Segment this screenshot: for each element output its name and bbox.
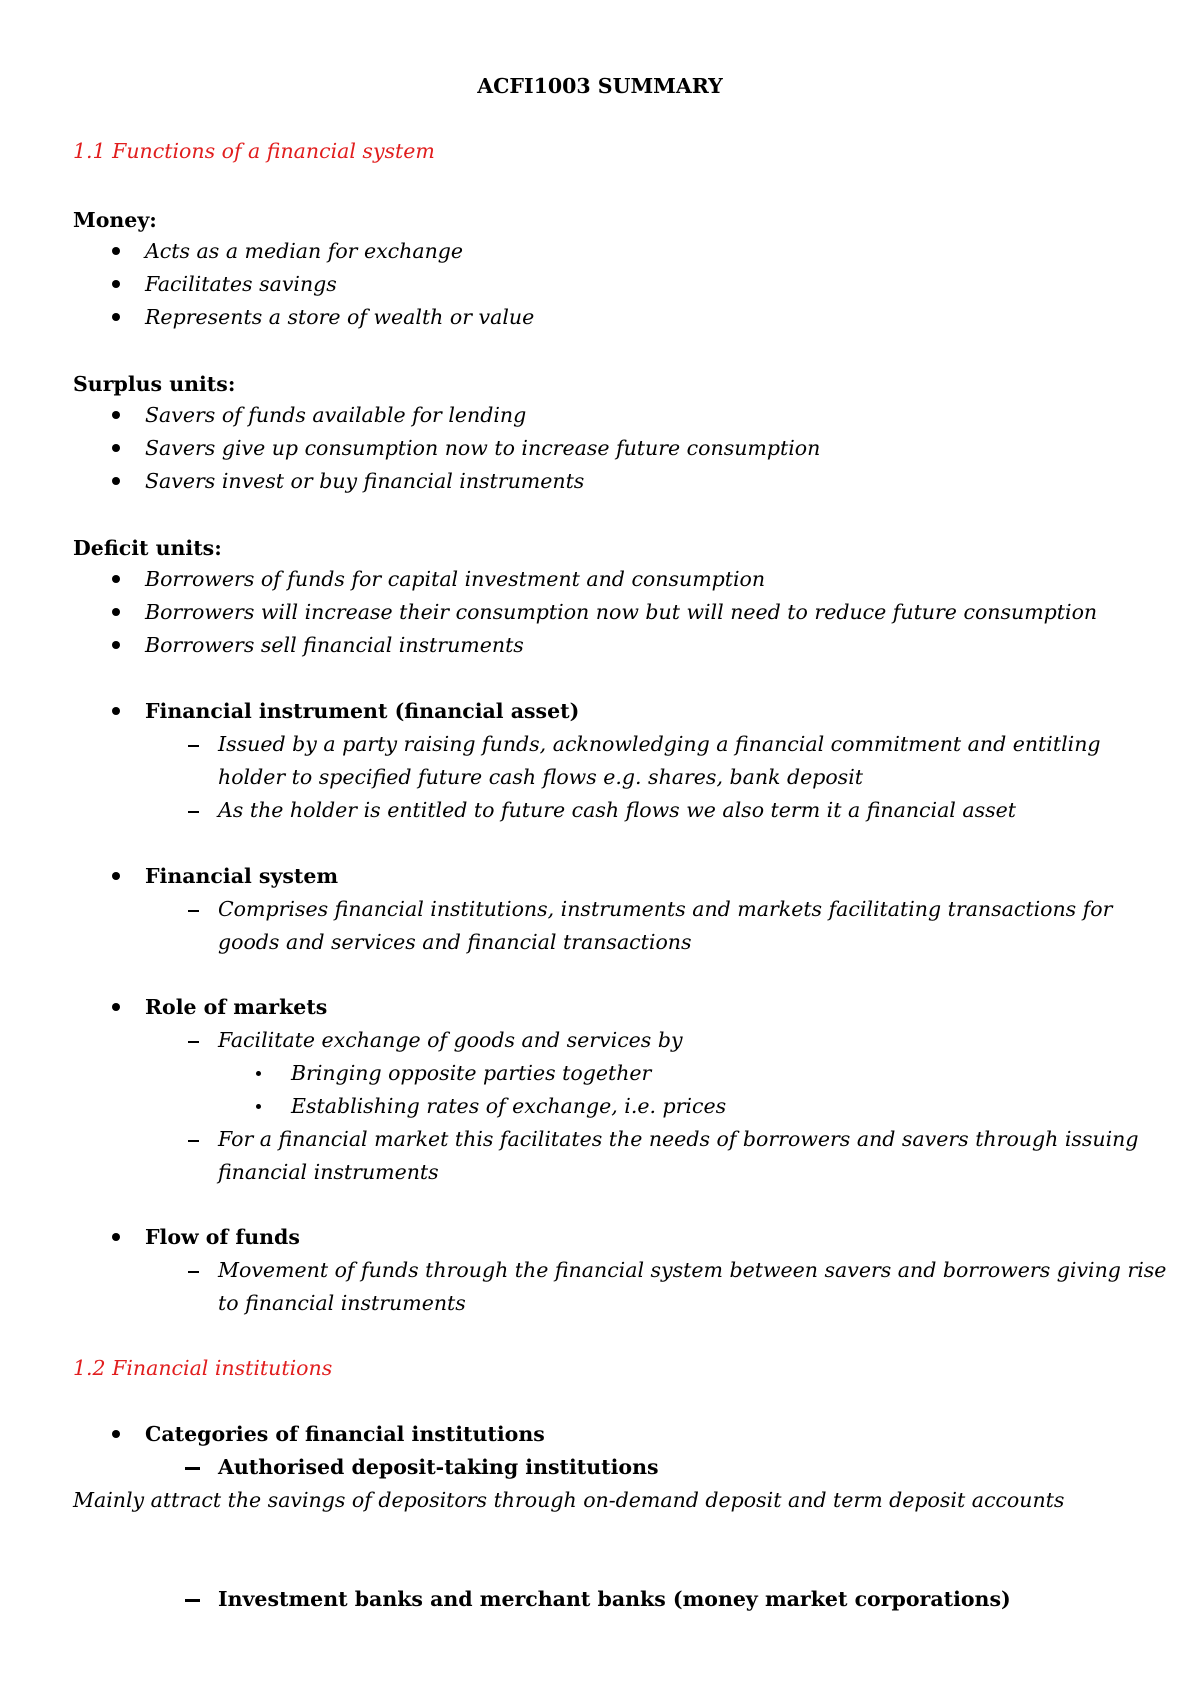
- dash-icon: [188, 745, 199, 747]
- deficit-item: Borrowers of funds for capital investment and consumption: [145, 567, 766, 591]
- flow-sub-line: Movement of funds through the financial system between savers and borrowers giving rise: [218, 1258, 1167, 1282]
- flow-heading: Flow of funds: [145, 1225, 300, 1249]
- section-heading-1-2: 1.2 Financial institutions: [73, 1356, 333, 1380]
- money-item: Acts as a median for exchange: [145, 239, 464, 263]
- surplus-item: Savers of funds available for lending: [145, 403, 527, 427]
- markets-sub-line: financial instruments: [218, 1160, 439, 1184]
- bullet-icon: [112, 608, 120, 616]
- bullet-icon: [112, 707, 120, 715]
- bullet-icon: [112, 1233, 120, 1241]
- small-bullet-icon: [256, 1104, 261, 1109]
- markets-subsub-item: Bringing opposite parties together: [291, 1061, 652, 1085]
- dash-icon: [188, 1041, 199, 1043]
- bullet-icon: [112, 247, 120, 255]
- bullet-icon: [112, 1430, 120, 1438]
- instrument-sub-line: As the holder is entitled to future cash flows we also term it a financial asset: [218, 798, 1016, 822]
- surplus-item: Savers give up consumption now to increase future consumption: [145, 436, 821, 460]
- instrument-heading: Financial instrument (financial asset): [145, 699, 580, 723]
- dash-icon: [188, 1140, 199, 1142]
- dash-icon: [188, 910, 199, 912]
- money-item: Represents a store of wealth or value: [145, 305, 535, 329]
- bullet-icon: [112, 1003, 120, 1011]
- instrument-sub-line: holder to specified future cash flows e.g. shares, bank deposit: [218, 765, 863, 789]
- categories-sub-heading: Authorised deposit-taking institutions: [218, 1455, 659, 1479]
- deficit-heading: Deficit units:: [73, 536, 222, 560]
- bullet-icon: [112, 411, 120, 419]
- instrument-sub-line: Issued by a party raising funds, acknowledging a financial commitment and entitling: [218, 732, 1101, 756]
- bullet-icon: [112, 444, 120, 452]
- deficit-item: Borrowers will increase their consumption now but will need to reduce future consumption: [145, 600, 1098, 624]
- small-bullet-icon: [256, 1071, 261, 1076]
- flow-sub-line: to financial instruments: [218, 1291, 466, 1315]
- bullet-icon: [112, 280, 120, 288]
- dash-icon: [188, 1271, 199, 1273]
- markets-heading: Role of markets: [145, 995, 328, 1019]
- dash-icon: [185, 1599, 200, 1602]
- money-heading: Money:: [73, 208, 157, 232]
- bullet-icon: [112, 313, 120, 321]
- categories-sub-description: Mainly attract the savings of depositors through on-demand deposit and term deposit accounts: [73, 1488, 1065, 1512]
- bullet-icon: [112, 477, 120, 485]
- markets-sub-line: For a financial market this facilitates the needs of borrowers and savers through issuing: [218, 1127, 1139, 1151]
- surplus-heading: Surplus units:: [73, 372, 236, 396]
- bullet-icon: [112, 575, 120, 583]
- system-sub-line: goods and services and financial transactions: [218, 930, 692, 954]
- bullet-icon: [112, 872, 120, 880]
- categories-sub-heading: Investment banks and merchant banks (money market corporations): [218, 1587, 1011, 1611]
- bullet-icon: [112, 641, 120, 649]
- dash-icon: [185, 1467, 200, 1470]
- system-sub-line: Comprises financial institutions, instruments and markets facilitating transactions for: [218, 897, 1113, 921]
- document-title: ACFI1003 SUMMARY: [477, 74, 723, 98]
- money-item: Facilitates savings: [145, 272, 337, 296]
- surplus-item: Savers invest or buy financial instruments: [145, 469, 585, 493]
- section-heading-1-1: 1.1 Functions of a financial system: [73, 139, 435, 163]
- markets-sub-line: Facilitate exchange of goods and services by: [218, 1028, 683, 1052]
- categories-heading: Categories of financial institutions: [145, 1422, 545, 1446]
- markets-subsub-item: Establishing rates of exchange, i.e. prices: [291, 1094, 727, 1118]
- deficit-item: Borrowers sell financial instruments: [145, 633, 524, 657]
- system-heading: Financial system: [145, 864, 339, 888]
- dash-icon: [188, 811, 199, 813]
